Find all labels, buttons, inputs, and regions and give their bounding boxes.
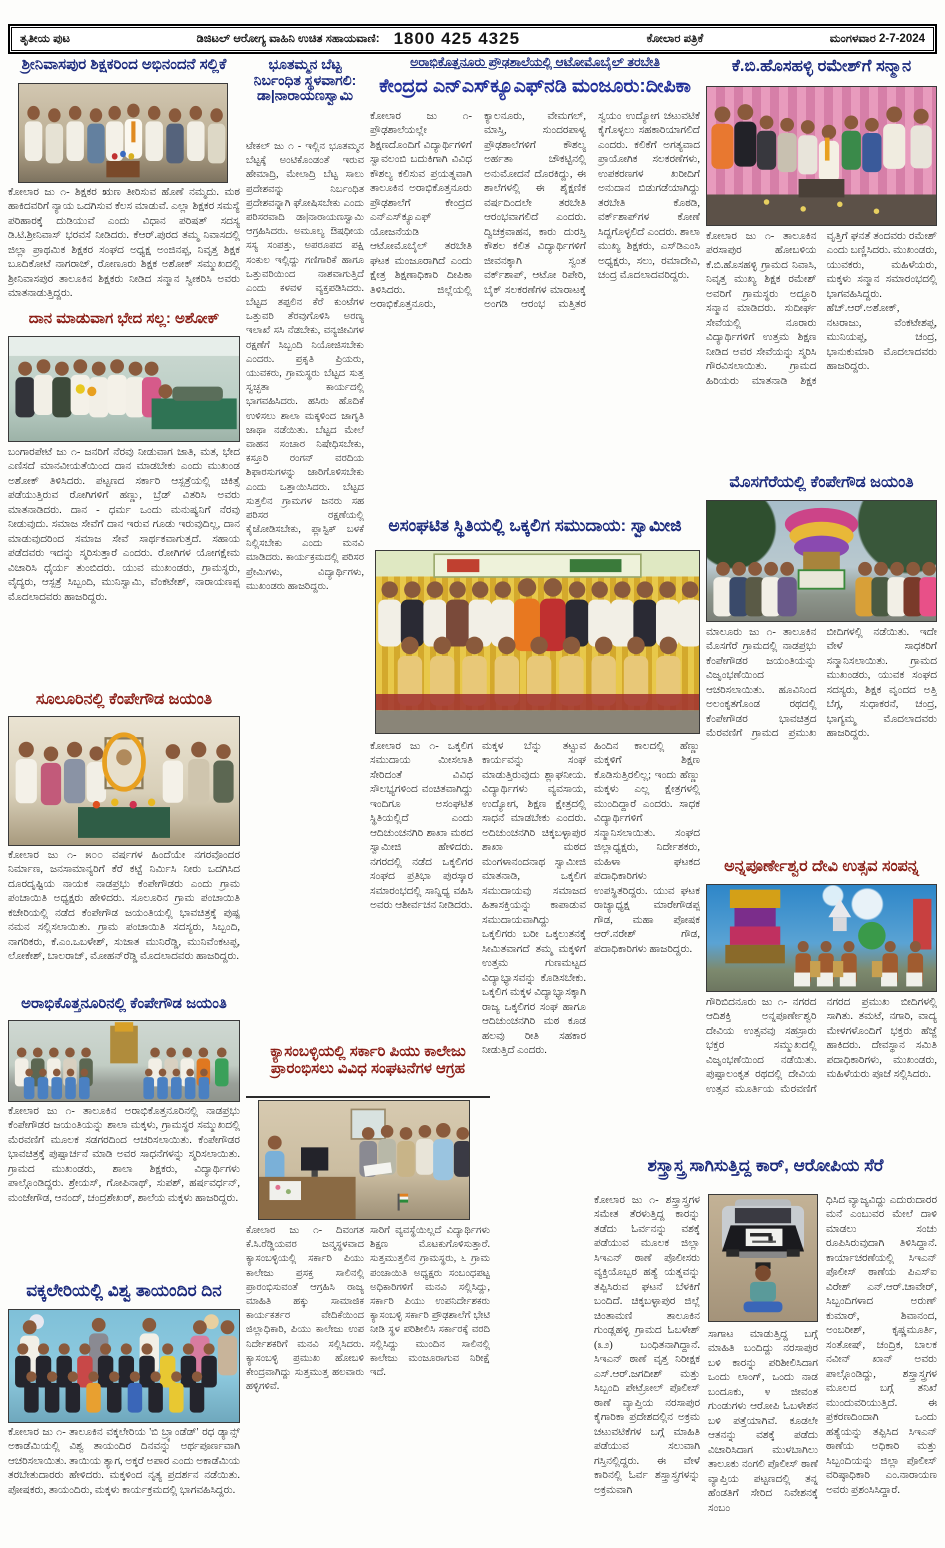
headline-kb-hosahalli: ಕೆ.ಬಿ.ಹೊಸಹಳ್ಳಿ ರಮೇಶ್‌ಗೆ ಸನ್ಮಾನ: [731, 57, 912, 75]
body-weapons-col2: ಸಾಗಾಟ ಮಾಡುತ್ತಿದ್ದ ಬಗ್ಗೆ ಮಾಹಿತಿ ಬಂದಿದ್ದು ನರಸಾಪುರ ಬಳಿ ಕಾರನ್ನು ಪರಿಶೀಲಿಸಿದಾಗ ಒಂದು ಲಾಂಗ್, ಒಂದು ನಾಡ ಬಂದೂಕು, ೪ ಜೀವಂತ ಗುಂಡುಗಳು ಆರೋಪಿ ಓಬಳೇಶನ ಬಳಿ ಪತ್ತೆಯಾಗಿವೆ. ಕೂಡಲೇ ಆತನನ್ನು ವಶಕ್ಕೆ ಪಡೆದು ವಿಚಾರಿಸಿದಾಗ ಮುಳಬಾಗಿಲು ತಾಲೂಕು ನಂಗಲಿ ಪೊಲೀಸ್ ಠಾಣೆ ವ್ಯಾಪ್ತಿಯ ಪಟ್ಟಣದಲ್ಲಿ ತನ್ನ ಹೆಂಡತಿಗೆ ಸೇರಿದ ನಿವೇಶನಕ್ಕೆ ಸಂಬಂ: [708, 1329, 818, 1514]
body-vakkaleri: ಕೋಲಾರ ಜು ೧- ತಾಲೂಕಿನ ವಕ್ಕಲೇರಿಯ 'ಬಿ ಬ್ರ್ಯಾಂಡೆಡ್' ರಧ ಡ್ಯಾನ್ಸ್ ಅಕಾಡೆಮಿಯಲ್ಲಿ ವಿಶ್ವ ತಾಯಂದಿರ ದಿನವನ್ನು ಅರ್ಥಪೂರ್ಣವಾಗಿ ಆಚರಿಸಲಾಯಿತು. ತಾಯಿಯ ತ್ಯಾಗ, ಅಕ್ಕರೆ ಅಪಾರ ಎಂದು ಅಕಾಡೆಮಿಯ ತರಬೇತುದಾರರು ಹೇಳಿದರು. ಮಕ್ಕಳಿಂದ ನೃತ್ಯ ಪ್ರದರ್ಶನ ನಡೆಯಿತು. ಪೋಷಕರು, ತಾಯಂದಿರು, ಮಕ್ಕಳು ಕಾರ್ಯಕ್ರಮದಲ್ಲಿ ಭಾಗವಹಿಸಿದ್ದರು.: [8, 1427, 240, 1496]
body-weapons-col3: ಧಿಸಿದ ವ್ಯಾಜ್ಯವಿದ್ದು ಎದುರುದಾರರ ಮನೆ ಎಂಬುವರ ಮೇಲೆ ದಾಳಿ ಮಾಡಲು ಸಂಚು ರೂಪಿಸಿರುವುದಾಗಿ ತಿಳಿಸಿದ್ದಾನೆ. ಕಾರ್ಯಾಚರಣೆಯಲ್ಲಿ ಸಿಇಎನ್ ಪೊಲೀಸ್ ಠಾಣೆಯ ಪಿಎಸ್ಐ ವಿರೇಶ್ ಎನ್.ಆರ್.ಚಾವೇರ್, ಸಿಬ್ಬಂದಿಗಳಾದ ಅರುಣ್ ಕುಮಾರ್, ಶಿವಾನಂದ, ಅಂಬರೀಶ್, ಕೃಷ್ಣಮೂರ್ತಿ, ಸಂತೋಷ್, ಚಂದ್ರಿಕ, ಬಾಲಕ ನವೀನ್ ಖಾನ್ ಅವರು ಪಾಲ್ಗೊಂಡಿದ್ದು, ಶಸ್ತ್ರಾಸ್ತ್ರಗಳ ಮೂಲದ ಬಗ್ಗೆ ತನಿಖೆ ಮುಂದುವರಿಯುತ್ತಿದೆ. ಈ ಪ್ರಕರಣದಿಂದಾಗಿ ಒಂದು ಹತ್ಯೆಯನ್ನು ತಪ್ಪಿಸಿದ ಸಿಇಎನ್ ಠಾಣೆಯ ಅಧಿಕಾರಿ ಮತ್ತು ಸಿಬ್ಬಂದಿಯನ್ನು ಜಿಲ್ಲಾ ಪೊಲೀಸ್ ವರಿಷ್ಠಾಧಿಕಾರಿ ಎಂ.ನಾರಾಯಣ ಅವರು ಪ್ರಶಂಸಿಸಿದ್ದಾರೆ.: [826, 1195, 937, 1496]
helpline-label: ಡಿಜಿಟಲ್ ಆರೋಗ್ಯ ವಾಹಿನಿ ಉಚಿತ ಸಹಾಯವಾಣಿ:: [196, 32, 380, 45]
body-bhutamma: ಟೇಕಲ್ ಜು ೧ - ಇಲ್ಲಿನ ಭೂತಮ್ಮನ ಬೆಟ್ಟಕ್ಕೆ ಅಂಟಿಕೊಂಡಂತೆ ಇರುವ ಹೇಮಾದ್ರಿ, ಮೇಲಾದ್ರಿ ಬೆಟ್ಟ ಸಾಲು ಪ್ರದೇಶವನ್ನು ನಿರ್ಬಂಧಿತ ಪ್ರದೇಶವನ್ನಾಗಿ ಘೋಷಿಸಬೇಕು ಎಂದು ಪರಿಸರವಾದಿ ಡಾ|ನಾರಾಯಣಸ್ವಾಮಿ ಆಗ್ರಹಿಸಿದರು. ಅಮೂಲ್ಯ ಔಷಧೀಯ ಸಸ್ಯ ಸಂಪತ್ತು, ಅಪರೂಪದ ಪಕ್ಷಿ ಸಂಕುಲ ಇಲ್ಲಿದ್ದು ಗಣಿಗಾರಿಕೆ ಹಾಗೂ ಒತ್ತುವರಿಯಿಂದ ನಾಶವಾಗುತ್ತಿದೆ ಎಂದು ಕಳವಳ ವ್ಯಕ್ತಪಡಿಸಿದರು. ಬೆಟ್ಟದ ತಪ್ಪಲಿನ ಕೆರೆ ಕುಂಟೆಗಳ ಒತ್ತುವರಿ ತೆರವುಗೊಳಿಸಿ ಅರಣ್ಯ ಇಲಾಖೆ ಸಸಿ ನೆಡಬೇಕು, ವನ್ಯಜೀವಿಗಳ ರಕ್ಷಣೆಗೆ ಸಿಬ್ಬಂದಿ ನಿಯೋಜಿಸಬೇಕು ಎಂದರು. ಪ್ರಕೃತಿ ಪ್ರಿಯರು, ಯುವಕರು, ಗ್ರಾಮಸ್ಥರು ಬೆಟ್ಟದ ಸುತ್ತ ಸ್ವಚ್ಛತಾ ಕಾರ್ಯದಲ್ಲಿ ಭಾಗವಹಿಸಿದರು. ಹಸಿರು ಹೊದಿಕೆ ಉಳಿಸಲು ಶಾಲಾ ಮಕ್ಕಳಿಂದ ಜಾಗೃತಿ ಜಾಥಾ ನಡೆಯಿತು. ಬೆಟ್ಟದ ಮೇಲೆ ವಾಹನ ಸಂಚಾರ ನಿಷೇಧಿಸಬೇಕು, ಕಸ್ತೂರಿ ರಂಗನ್ ವರದಿಯ ಶಿಫಾರಸುಗಳನ್ನು ಜಾರಿಗೊಳಿಸಬೇಕು ಎಂದು ಒತ್ತಾಯಿಸಿದರು. ಬೆಟ್ಟದ ಸುತ್ತಲಿನ ಗ್ರಾಮಗಳ ಜನರು ಸಹ ಪರಿಸರ ರಕ್ಷಣೆಯಲ್ಲಿ ಕೈಜೋಡಿಸಬೇಕು, ಪ್ಲಾಸ್ಟಿಕ್ ಬಳಕೆ ನಿಲ್ಲಿಸಬೇಕು ಎಂದು ಮನವಿ ಮಾಡಿದರು. ಕಾರ್ಯಕ್ರಮದಲ್ಲಿ ಪರಿಸರ ಪ್ರೇಮಿಗಳು, ವಿದ್ಯಾರ್ಥಿಗಳು, ಮುಖಂಡರು ಹಾಜರಿದ್ದರು.: [246, 141, 364, 592]
headline-nsqf: ಕೇಂದ್ರದ ಎನ್‌ಎಸ್‌ಕ್ಯೂಎಫ್‌ನಡಿ ಮಂಜೂರು:ದೀಪಿಕಾ: [379, 76, 691, 97]
vakkaleri-children-photo: [8, 1309, 240, 1423]
kyasamballi-memorandum-photo: [258, 1100, 470, 1220]
kb-hosahalli-felicitation-photo: [706, 86, 937, 226]
body-dana: ಬಂಗಾರಪೇಟೆ ಜು ೧- ಜನರಿಗೆ ನೆರವು ನೀಡುವಾಗ ಜಾತಿ, ಮತ, ಭೇದ ಎಣಿಸದೆ ಮಾನವೀಯತೆಯಿಂದ ದಾನ ಮಾಡಬೇಕು ಎಂದು ಮುಖಂಡ ಅಶೋಕ್ ತಿಳಿಸಿದರು. ಪಟ್ಟಣದ ಸರ್ಕಾರಿ ಆಸ್ಪತ್ರೆಯಲ್ಲಿ ಚಿಕಿತ್ಸೆ ಪಡೆಯುತ್ತಿರುವ ರೋಗಿಗಳಿಗೆ ಹಣ್ಣು, ಬ್ರೆಡ್ ವಿತರಿಸಿ ಅವರು ಮಾತನಾಡಿದರು. ದಾನ - ಧರ್ಮ ಒಂದು ಮನುಷ್ಯನಿಗೆ ನೆರವು ನೀಡುವುದು. ಸಮಾಜ ಸೇವೆಗೆ ದಾನ ಇರುವ ಗೂಡು ಇರುವುದಿಲ್ಲ, ದಾನ ಮಾಡುವುದರಿಂದ ಸಮಾಜ ಸೇವೆ ಸಾರ್ಥಕವಾಗುತ್ತದೆ. ಸಹಾಯ ಪಡೆದವರು ಇದನ್ನು ಸ್ಮರಿಸುತ್ತಾರೆ ಎಂದರು. ರೋಗಿಗಳ ಯೋಗಕ್ಷೇಮ ವಿಚಾರಿಸಿ ಧೈರ್ಯ ತುಂಬಿದರು. ಯುವ ಮುಖಂಡರು, ಗ್ರಾಮಸ್ಥರು, ವೈದ್ಯರು, ಆಸ್ಪತ್ರೆ ಸಿಬ್ಬಂದಿ, ಮುನಿಸ್ವಾಮಿ, ವೆಂಕಟೇಶ್, ನಾರಾಯಣಪ್ಪ ಮೊದಲಾದವರು ಹಾಜರಿದ್ದರು.: [8, 447, 240, 603]
headline-suluru: ಸೂಲೂರಿನಲ್ಲಿ ಕೆಂಪೇಗೌಡ ಜಯಂತಿ: [35, 691, 213, 708]
body-suluru: ಕೋಲಾರ ಜು ೧- ೫೦೦ ವರ್ಷಗಳ ಹಿಂದೆಯೇ ನಗರವೊಂದರ ನಿರ್ಮಾಣ, ಜನಸಾಮಾನ್ಯರಿಗೆ ಕೆರೆ ಕಟ್ಟೆ ನಿರ್ಮಿಸಿ ನೀರು ಒದಗಿಸಿದ ದೂರದೃಷ್ಟಿಯ ನಾಯಕ ನಾಡಪ್ರಭು ಕೆಂಪೇಗೌಡರು ಎಂದು ಗ್ರಾಮ ಪಂಚಾಯಿತಿ ಅಧ್ಯಕ್ಷರು ಹೇಳಿದರು. ಸೂಲೂರಿನ ಗ್ರಾಮ ಪಂಚಾಯಿತಿ ಕಚೇರಿಯಲ್ಲಿ ನಡೆದ ಕೆಂಪೇಗೌಡ ಜಯಂತಿಯಲ್ಲಿ ಭಾವಚಿತ್ರಕ್ಕೆ ಪುಷ್ಪ ನಮನ ಸಲ್ಲಿಸಲಾಯಿತು. ಗ್ರಾಮ ಪಂಚಾಯಿತಿ ಸದಸ್ಯರು, ಸಿಬ್ಬಂದಿ, ನಾಗರಿಕರು, ಕೆ.ಎಂ.ಒಬಳೇಶ್, ಸುಜಾತ ಮುನಿರೆಡ್ಡಿ, ಮುನಿವೆಂಕಟಪ್ಪ, ಲೋಕೇಶ್, ಬಾಲರಾಜ್, ಮೋಹನ್‌ರೆಡ್ಡಿ ಮೊದಲಾದವರು ಹಾಜರಿದ್ದರು.: [8, 850, 240, 963]
body-annapurneshwari: ಗೌರಿಬಿದನೂರು ಜು ೧- ನಗರದ ಆದಿಶಕ್ತಿ ಅನ್ನಪೂರ್ಣೇಶ್ವರಿ ದೇವಿಯ ಉತ್ಸವವು ಸಹಸ್ರಾರು ಭಕ್ತರ ಸಮ್ಮುಖದಲ್ಲಿ ವಿಜೃಂಭಣೆಯಿಂದ ನಡೆಯಿತು. ಪುಷ್ಪಾಲಂಕೃತ ರಥದಲ್ಲಿ ದೇವಿಯ ಉತ್ಸವ ಮೂರ್ತಿಯ ಮೆರವಣಿಗೆ ನಗರದ ಪ್ರಮುಖ ಬೀದಿಗಳಲ್ಲಿ ಸಾಗಿತು. ತಮಟೆ, ನಗಾರಿ, ವಾದ್ಯ ಮೇಳಗಳೊಂದಿಗೆ ಭಕ್ತರು ಹೆಜ್ಜೆ ಹಾಕಿದರು. ದೇವಸ್ಥಾನ ಸಮಿತಿ ಪದಾಧಿಕಾರಿಗಳು, ಮುಖಂಡರು, ಮಹಿಳೆಯರು ಪೂಜೆ ಸಲ್ಲಿಸಿದರು.: [706, 997, 937, 1095]
hospital-donation-photo: [8, 336, 240, 442]
body-srinivasapura: ಕೋಲಾರ ಜು ೧- ಶಿಕ್ಷಕರ ಋಣ ತೀರಿಸುವ ಹೊಣೆ ನಮ್ಮದು. ಮಠ ಹಾಕಿದವರಿಗೆ ನ್ಯಾಯ ಒದಗಿಸುವ ಕೆಲಸ ಮಾಡುವೆ. ಎಲ್ಲಾ ಶಿಕ್ಷಕರ ಸಮಸ್ಯೆ ಪರಿಹಾರಕ್ಕೆ ದುಡಿಯುವೆ ಎಂದು ವಿಧಾನ ಪರಿಷತ್ ಸದಸ್ಯ ಡಿ.ಟಿ.ಶ್ರೀನಿವಾಸ್ ಭರವಸೆ ನೀಡಿದರು. ಕೆಆರ್.ಪುರದ ತಮ್ಮ ನಿವಾಸದಲ್ಲಿ ಜಿಲ್ಲಾ ಪ್ರಾಥಮಿಕ ಶಿಕ್ಷಕರ ಸಂಘದ ಅಧ್ಯಕ್ಷ ಅಂಜಿನಪ್ಪ, ನಿವೃತ್ತ ಶಿಕ್ಷಕ ಬೂದಿಕೋಟೆ ನಾಗರಾಜ್, ರೋಣೂರು ಶಿಕ್ಷಕ ಅಶೋಕ್ ಸಮ್ಮುಖದಲ್ಲಿ ಶ್ರೀನಿವಾಸಪುರ ತಾಲೂಕಿನ ಶಿಕ್ಷಕರು ನೀಡಿದ ಸನ್ಮಾನ ಸ್ವೀಕರಿಸಿ ಅವರು ಮಾತನಾಡುತ್ತಿದ್ದರು.: [8, 187, 240, 300]
body-kb-hosahalli: ಕೋಲಾರ ಜು ೧- ತಾಲೂಕಿನ ಪರಸಾಪುರ ಹೋಬಳಿಯ ಕೆ.ಬಿ.ಹೊಸಹಳ್ಳಿ ಗ್ರಾಮದ ನಿವಾಸಿ, ನಿವೃತ್ತ ಮುಖ್ಯ ಶಿಕ್ಷಕ ರಮೇಶ್ ಅವರಿಗೆ ಗ್ರಾಮಸ್ಥರು ಅದ್ಧೂರಿ ಸನ್ಮಾನ ಮಾಡಿದರು. ಸುದೀರ್ಘ ಸೇವೆಯಲ್ಲಿ ನೂರಾರು ವಿದ್ಯಾರ್ಥಿಗಳಿಗೆ ಉತ್ತಮ ಶಿಕ್ಷಣ ನೀಡಿದ ಅವರ ಸೇವೆಯನ್ನು ಸ್ಮರಿಸಿ ಗೌರವಿಸಲಾಯಿತು. ಗ್ರಾಮದ ಹಿರಿಯರು ಮಾತನಾಡಿ ಶಿಕ್ಷಕ ವೃತ್ತಿಗೆ ಘನತೆ ತಂದವರು ರಮೇಶ್ ಎಂದು ಬಣ್ಣಿಸಿದರು. ಮುಖಂಡರು, ಯುವಕರು, ಮಹಿಳೆಯರು, ಮಕ್ಕಳು ಸನ್ಮಾನ ಸಮಾರಂಭದಲ್ಲಿ ಭಾಗವಹಿಸಿದ್ದರು. ಹೆಚ್.ಆರ್.ಅಶೋಕ್, ನಟರಾಜು, ವೆಂಕಟೇಶಪ್ಪ, ಮುನಿಯಪ್ಪ, ಚಂದ್ರ, ಭಾನುಕುಮಾರಿ ಮೊದಲಾದವರು ಹಾಜರಿದ್ದರು.: [706, 231, 937, 387]
srinivasapura-group-photo: [18, 83, 228, 183]
helpline-number: 1800 425 4325: [393, 29, 521, 48]
headline-dana: ದಾನ ಮಾಡುವಾಗ ಭೇದ ಸಲ್ಲ: ಅಶೋಕ್: [28, 311, 220, 327]
body-okkaliga-col3: ಹಿಂದಿನ ಕಾಲದಲ್ಲಿ ಹೆಣ್ಣು ಮಕ್ಕಳಿಗೆ ಶಿಕ್ಷಣ ಕೊಡಿಸುತ್ತಿರಲಿಲ್ಲ; ಇಂದು ಹೆಣ್ಣು ಮಕ್ಕಳು ಎಲ್ಲ ಕ್ಷೇತ್ರಗಳಲ್ಲಿ ಮುಂದಿದ್ದಾರೆ ಎಂದರು. ಸಾಧಕ ವಿದ್ಯಾರ್ಥಿಗಳಿಗೆ ಸನ್ಮಾನಿಸಲಾಯಿತು. ಸಂಘದ ಜಿಲ್ಲಾಧ್ಯಕ್ಷರು, ನಿರ್ದೇಶಕರು, ಮಹಿಳಾ ಘಟಕದ ಪದಾಧಿಕಾರಿಗಳು ಉಪಸ್ಥಿತರಿದ್ದರು. ಯುವ ಘಟಕ ರಾಜ್ಯಾಧ್ಯಕ್ಷ ಮಾರೇಗೌಡಪ್ಪ ಗೌಡ, ಮಹಾ ಪೋಷಕ ಆರ್.ನರೇಶ್ ಗೌಡ, ಪದಾಧಿಕಾರಿಗಳು ಹಾಜರಿದ್ದರು.: [594, 741, 700, 955]
kicker-nsqf: ಅರಾಭಿಕೊತ್ತನೂರು ಪ್ರೌಢಶಾಲೆಯಲ್ಲಿ ಆಟೋಮೊಬೈಲ್ ತರಬೇತಿ: [410, 55, 660, 69]
masthead-bar: [8, 24, 937, 54]
headline-vakkaleri: ವಕ್ಕಲೇರಿಯಲ್ಲಿ ವಿಶ್ವ ತಾಯಂದಿರ ದಿನ: [26, 1281, 222, 1300]
body-kyasamballi-col1: ಕೋಲಾರ ಜು ೧- ದಿವಂಗತ ಕೆ.ಸಿ.ರೆಡ್ಡಿಯವರ ಜನ್ಮಸ್ಥಳವಾದ ಕ್ಯಾಸಂಬಳ್ಳಿಯಲ್ಲಿ ಸರ್ಕಾರಿ ಪಿಯು ಕಾಲೇಜು ಪ್ರಸಕ್ತ ಸಾಲಿನಲ್ಲಿ ಪ್ರಾರಂಭಿಸುವಂತೆ ಆಗ್ರಹಿಸಿ ರಾಜ್ಯ ಮಾಹಿತಿ ಹಕ್ಕು ಸಾಮಾಜಿಕ ಕಾರ್ಯಕರ್ತರ ವೇದಿಕೆಯಿಂದ ಜಿಲ್ಲಾಧಿಕಾರಿ, ಪಿಯು ಕಾಲೇಜು ಉಪ ನಿರ್ದೇಶಕರಿಗೆ ಮನವಿ ಸಲ್ಲಿಸಿದರು. ಕ್ಯಾಸಂಬಳ್ಳಿ ಪ್ರಮುಖ ಹೋಬಳಿ ಕೇಂದ್ರವಾಗಿದ್ದು ಸುತ್ತಮುತ್ತ ಹಲವಾರು ಹಳ್ಳಿಗಳಿವೆ.: [246, 1225, 364, 1393]
body-mosagere: ಮಾಲೂರು ಜು ೧- ತಾಲೂಕಿನ ಮೊಸಗೆರೆ ಗ್ರಾಮದಲ್ಲಿ ನಾಡಪ್ರಭು ಕೆಂಪೇಗೌಡರ ಜಯಂತಿಯನ್ನು ವಿಜೃಂಭಣೆಯಿಂದ ಆಚರಿಸಲಾಯಿತು. ಹೂವಿನಿಂದ ಅಲಂಕೃತಗೊಂಡ ರಥದಲ್ಲಿ ಕೆಂಪೇಗೌಡರ ಭಾವಚಿತ್ರದ ಮೆರವಣಿಗೆ ಗ್ರಾಮದ ಪ್ರಮುಖ ಬೀದಿಗಳಲ್ಲಿ ನಡೆಯಿತು. ಇದೇ ವೇಳೆ ಸಾಧಕರಿಗೆ ಸನ್ಮಾನಿಸಲಾಯಿತು. ಗ್ರಾಮದ ಮುಖಂಡರು, ಯುವಕ ಸಂಘದ ಸದಸ್ಯರು, ಶಿಕ್ಷಕ ವೃಂದದ ಅತ್ತಿ ಬೆಗ್ಗ, ಸುಧಾಕರನೆ, ಚಂದ್ರ, ಭಾಗ್ಯಮ್ಮ ಮೊದಲಾದವರು ಹಾಜರಿದ್ದರು.: [706, 627, 937, 740]
headline-srinivasapura: ಶ್ರೀನಿವಾಸಪುರ ಶಿಕ್ಷಕರಿಂದ ಅಭಿನಂದನೆ ಸಲ್ಲಿಕೆ: [21, 57, 227, 73]
headline-okkaliga: ಅಸಂಘಟಿತ ಸ್ಥಿತಿಯಲ್ಲಿ ಒಕ್ಕಲಿಗ ಸಮುದಾಯ: ಸ್ವಾಮೀಜಿ: [388, 516, 682, 535]
body-arabikothanur: ಕೋಲಾರ ಜು ೧- ತಾಲೂಕಿನ ಅರಾಭಿಕೊತ್ತನೂರಿನಲ್ಲಿ ನಾಡಪ್ರಭು ಕೆಂಪೇಗೌಡರ ಜಯಂತಿಯನ್ನು ಶಾಲಾ ಮಕ್ಕಳು, ಗ್ರಾಮಸ್ಥರ ಸಮ್ಮುಖದಲ್ಲಿ ಮೆರವಣಿಗೆ ಮೂಲಕ ಸಡಗರದಿಂದ ಆಚರಿಸಲಾಯಿತು. ಕೆಂಪೇಗೌಡರ ಭಾವಚಿತ್ರಕ್ಕೆ ಪುಷ್ಪಾರ್ಚನೆ ಮಾಡಿ ಅವರ ಸಾಧನೆಗಳನ್ನು ಸ್ಮರಿಸಲಾಯಿತು. ಗ್ರಾಮದ ಮುಖಂಡರು, ಶಾಲಾ ಶಿಕ್ಷಕರು, ವಿದ್ಯಾರ್ಥಿಗಳು ಪಾಲ್ಗೊಂಡಿದ್ದರು. ಶ್ರೇಯಸ್, ಗೋಪಿನಾಥ್, ಸುಪಶ್, ಹರ್ಷವರ್ಧನ್, ಮಂಜೇಗೌಡ, ಆನಂದ್, ಚಂದ್ರಶೇಖರ್, ಶಾಲೆಯ ಮಕ್ಕಳು ಹಾಜರಿದ್ದರು.: [8, 1106, 240, 1204]
paper-name: ಕೋಲಾರ ಪತ್ರಿಕೆ: [646, 32, 704, 45]
headline-bhutamma: ಭೂತಮ್ಮನ ಬೆಟ್ಟ ನಿರ್ಬಂಧಿತ ಸ್ಥಳವಾಗಲಿ: ಡಾ|ನಾರಾಯಣಸ್ವಾಮಿ: [253, 57, 357, 104]
headline-weapons-car: ಶಸ್ತ್ರಾಸ್ತ್ರ ಸಾಗಿಸುತ್ತಿದ್ದ ಕಾರ್, ಆರೋಪಿಯ ಸೆರೆ: [647, 1156, 884, 1175]
headline-arabikothanur: ಅರಾಭಿಕೊತ್ತನೂರಿನಲ್ಲಿ ಕೆಂಪೇಗೌಡ ಜಯಂತಿ: [21, 996, 227, 1012]
body-kyasamballi-col2: ಸಾರಿಗೆ ವ್ಯವಸ್ಥೆಯಿಲ್ಲದೆ ವಿದ್ಯಾರ್ಥಿಗಳು ಶಿಕ್ಷಣ ಮೊಟಕುಗೊಳಿಸುತ್ತಾರೆ. ಸುತ್ತಮುತ್ತಲಿನ ಗ್ರಾಮಸ್ಥರು, ೬ ಗ್ರಾಮ ಪಂಚಾಯಿತಿ ಅಧ್ಯಕ್ಷರು ಸಂಬಂಧಪಟ್ಟ ಅಧಿಕಾರಿಗಳಿಗೆ ಮನವಿ ಸಲ್ಲಿಸಿದ್ದು, ಸರ್ಕಾರಿ ಪಿಯು ಉಪನಿರ್ದೇಶಕರು ಕ್ಯಾಸಂಬಳ್ಳಿ ಸರ್ಕಾರಿ ಪ್ರೌಢಶಾಲೆಗೆ ಭೇಟಿ ನೀಡಿ ಸ್ಥಳ ಪರಿಶೀಲಿಸಿ ಸರ್ಕಾರಕ್ಕೆ ವರದಿ ಸಲ್ಲಿಸಿದ್ದು ಮುಂದಿನ ಸಾಲಿನಲ್ಲಿ ಕಾಲೇಜು ಮಂಜೂರಾಗುವ ನಿರೀಕ್ಷೆ ಇದೆ.: [370, 1225, 490, 1378]
body-weapons-col1: ಕೋಲಾರ ಜು ೧- ಶಸ್ತ್ರಾಸ್ತ್ರಗಳ ಸಮೇತ ತೆರಳುತ್ತಿದ್ದ ಕಾರನ್ನು ತಡೆದು ಓರ್ವನನ್ನು ವಶಕ್ಕೆ ಪಡೆಯುವ ಮೂಲಕ ಜಿಲ್ಲಾ ಸಿಇಎನ್ ಠಾಣೆ ಪೊಲೀಸರು ವ್ಯಕ್ತಿಯೊಬ್ಬರ ಹತ್ಯೆ ಯತ್ನವನ್ನು ತಪ್ಪಿಸಿರುವ ಘಟನೆ ಬೆಳಕಿಗೆ ಬಂದಿದೆ. ಚಿಕ್ಕಬಳ್ಳಾಪುರ ಜಿಲ್ಲೆ ಚಿಂತಾಮಣಿ ತಾಲೂಕಿನ ಗುಂಡ್ಲಹಳ್ಳಿ ಗ್ರಾಮದ ಓಬಳೇಶ್ (೩೨) ಬಂಧಿತನಾಗಿದ್ದಾನೆ. ಸಿಇಎನ್ ಠಾಣೆ ವೃತ್ತ ನಿರೀಕ್ಷಕ ಎಸ್.ಆರ್.ಜಗದೀಶ್ ಮತ್ತು ಸಿಬ್ಬಂದಿ ಪೇಟ್ರೋಲ್ ಪೊಲೀಸ್ ಠಾಣೆ ವ್ಯಾಪ್ತಿಯ ನರಸಾಪುರ ಕೈಗಾರಿಕಾ ಪ್ರದೇಶದಲ್ಲಿನ ಅಕ್ರಮ ಚಟುವಟಿಕೆಗಳ ಬಗ್ಗೆ ಮಾಹಿತಿ ಪಡೆಯುವ ಸಲುವಾಗಿ ಗಸ್ತಿನಲ್ಲಿದ್ದರು. ಈ ವೇಳೆ ಕಾರಿನಲ್ಲಿ ಓರ್ವ ಶಸ್ತ್ರಾಸ್ತ್ರಗಳನ್ನು ಅಕ್ರಮವಾಗಿ: [594, 1195, 700, 1496]
arabikothanur-procession-photo: [8, 1020, 240, 1102]
headline-mosagere: ಮೊಸಗೆರೆಯಲ್ಲಿ ಕೆಂಪೇಗೌಡ ಜಯಂತಿ: [729, 474, 914, 491]
body-nsqf: ಕೋಲಾರ ಜು ೧- ಪ್ರೌಢಶಾಲೆಯಲ್ಲೇ ಶಿಕ್ಷಣದೊಂದಿಗೆ ವಿದ್ಯಾರ್ಥಿಗಳಿಗೆ ಸ್ವಾವಲಂಬಿ ಬದುಕಿಗಾಗಿ ವಿವಿಧ ಕೌಶಲ್ಯ ಕಲಿಸುವ ಪ್ರಯತ್ನವಾಗಿ ತಾಲೂಕಿನ ಅರಾಭಿಕೊತ್ತನೂರು ಪ್ರೌಢಶಾಲೆಗೆ ಕೇಂದ್ರದ ಎನ್‌ಎಸ್‌ಕ್ಯೂಎಫ್ ಯೋಜನೆಯಡಿ ಆಟೋಮೊಬೈಲ್ ತರಬೇತಿ ಘಟಕ ಮಂಜೂರಾಗಿದೆ ಎಂದು ಕ್ಷೇತ್ರ ಶಿಕ್ಷಣಾಧಿಕಾರಿ ದೀಪಿಕಾ ತಿಳಿಸಿದರು. ಜಿಲ್ಲೆಯಲ್ಲಿ ಅರಾಭಿಕೊತ್ತನೂರು, ಕ್ಯಾಲನೂರು, ವೇಮಗಲ್, ಮಾಸ್ತಿ, ಸುಂದರಪಾಳ್ಯ ಪ್ರೌಢಶಾಲೆಗಳಿಗೆ ಕೌಶಲ್ಯ ಅರ್ಹತಾ ಚೌಕಟ್ಟಿನಲ್ಲಿ ಅನುಮೋದನೆ ದೊರಕಿದ್ದು, ಈ ಶಾಲೆಗಳಲ್ಲಿ ಈ ಶೈಕ್ಷಣಿಕ ವರ್ಷದಿಂದಲೇ ತರಬೇತಿ ಆರಂಭವಾಗಲಿದೆ ಎಂದರು. ದ್ವಿಚಕ್ರವಾಹನ, ಕಾರು ದುರಸ್ತಿ ಕೌಶಲ ಕಲಿತ ವಿದ್ಯಾರ್ಥಿಗಳಿಗೆ ಜೀವನಕ್ಕಾಗಿ ಸ್ವಂತ ವರ್ಕ್‌ಶಾಪ್, ಆಟೋ ರಿಪೇರಿ, ಬೈಕ್ ಸಲಕರಣೆಗಳ ಮಾರಾಟಕ್ಕೆ ಅಂಗಡಿ ಆರಂಭ ಮತ್ತಿತರ ಸ್ವಯಂ ಉದ್ಯೋಗ ಚಟುವಟಿಕೆ ಕೈಗೊಳ್ಳಲು ಸಹಕಾರಿಯಾಗಲಿದೆ ಎಂದರು. ಕಲಿಕೆಗೆ ಅಗತ್ಯವಾದ ಪ್ರಾಯೋಗಿಕ ಸಲಕರಣೆಗಳು, ಉಪಕರಣಗಳ ಖರೀದಿಗೆ ಅನುದಾನ ಬಿಡುಗಡೆಯಾಗಿದ್ದು ತರಬೇತಿ ಕೊಠಡಿ, ವರ್ಕ್‌ಶಾಪ್‌ಗಳ ಕೋಣೆ ಸಿದ್ದಗೊಳ್ಳಲಿದೆ ಎಂದರು. ಶಾಲಾ ಮುಖ್ಯ ಶಿಕ್ಷಕರು, ಎಸ್‌ಡಿಎಂಸಿ ಅಧ್ಯಕ್ಷರು, ಸಲು, ರಮಾದೇವಿ, ಚಂದ್ರ ಮೊದಲಾದವರಿದ್ದರು.: [370, 111, 700, 311]
mosagere-chariot-photo: [706, 500, 937, 622]
body-okkaliga-col2: ಮಕ್ಕಳ ಬೆನ್ನು ತಟ್ಟುವ ಕಾರ್ಯವನ್ನು ಸಂಘ ಮಾಡುತ್ತಿರುವುದು ಶ್ಲಾಘನೀಯ. ವಿದ್ಯಾರ್ಥಿಗಳು ವ್ಯವಸಾಯ, ಉದ್ಯೋಗ, ಶಿಕ್ಷಣ ಕ್ಷೇತ್ರದಲ್ಲಿ ಸಾಧನೆ ಮಾಡಬೇಕು ಎಂದರು. ಅದಿಚುಂಚನಗಿರಿ ಚಿಕ್ಕಬಳ್ಳಾಪುರ ಶಾಖಾ ಮಠದ ಮಂಗಳಾನಂದನಾಥ ಸ್ವಾಮೀಜಿ ಮಾತನಾಡಿ, ಒಕ್ಕಲಿಗ ಸಮುದಾಯವು ಸಮಾಜದ ಹಿತಾಸಕ್ತಿಯನ್ನು ಕಾಪಾಡುವ ಸಮುದಾಯವಾಗಿದ್ದು ಒಕ್ಕಲಿಗರು ಬರೀ ಒಕ್ಕಲುತನಕ್ಕೆ ಸೀಮಿತವಾಗದೆ ತಮ್ಮ ಮಕ್ಕಳಿಗೆ ಉತ್ತಮ ಗುಣಮಟ್ಟದ ವಿದ್ಯಾಭ್ಯಾಸವನ್ನು ಕೊಡಿಸಬೇಕು. ಒಕ್ಕಲಿಗ ಮಕ್ಕಳ ವಿದ್ಯಾಭ್ಯಾಸಕ್ಕಾಗಿ ರಾಜ್ಯ ಒಕ್ಕಲಿಗರ ಸಂಘ ಹಾಗೂ ಆದಿಚುಂಚನಗಿರಿ ಮಠ ಕೂಡ ಹಲವು ರೀತಿ ಸಹಕಾರ ನೀಡುತ್ತಿದೆ ಎಂದರು.: [482, 741, 586, 1057]
annapurneshwari-utsava-photo: [706, 884, 937, 992]
headline-annapurneshwari: ಅನ್ನಪೂರ್ಣೇಶ್ವರ ದೇವಿ ಉತ್ಸವ ಸಂಪನ್ನ: [724, 858, 919, 875]
suluru-jayanti-photo: [8, 716, 240, 846]
edition-label: ತೃತೀಯ ಪುಟ: [20, 32, 70, 45]
okkaliga-felicitation-photo: [375, 550, 700, 734]
seized-car-accused-photo: [708, 1194, 818, 1322]
headline-kyasamballi: ಕ್ಯಾಸಂಬಳ್ಳಿಯಲ್ಲಿ ಸರ್ಕಾರಿ ಪಿಯು ಕಾಲೇಜು ಪ್ರಾರಂಭಿಸಲು ವಿವಿಧ ಸಂಘಟನೆಗಳ ಆಗ್ರಹ: [246, 1044, 490, 1098]
body-okkaliga-col1: ಕೋಲಾರ ಜು ೧- ಒಕ್ಕಲಿಗ ಸಮುದಾಯ ಮೀಸಲಾತಿ ಸೇರಿದಂತೆ ವಿವಿಧ ಸೌಲಭ್ಯಗಳಿಂದ ವಂಚಿತವಾಗಿದ್ದು ಇಂದಿಗೂ ಅಸಂಘಟಿತ ಸ್ಥಿತಿಯಲ್ಲಿದೆ ಎಂದು ಆದಿಚುಂಚನಗಿರಿ ಶಾಖಾ ಮಠದ ಸ್ವಾಮೀಜಿ ಹೇಳಿದರು. ನಗರದಲ್ಲಿ ನಡೆದ ಒಕ್ಕಲಿಗರ ಸಂಘದ ಪ್ರತಿಭಾ ಪುರಸ್ಕಾರ ಸಮಾರಂಭದಲ್ಲಿ ಸಾನ್ನಿಧ್ಯ ವಹಿಸಿ ಅವರು ಆಶೀರ್ವಚನ ನೀಡಿದರು.: [370, 741, 473, 912]
date-line: ಮಂಗಳವಾರ 2-7-2024: [829, 32, 926, 45]
